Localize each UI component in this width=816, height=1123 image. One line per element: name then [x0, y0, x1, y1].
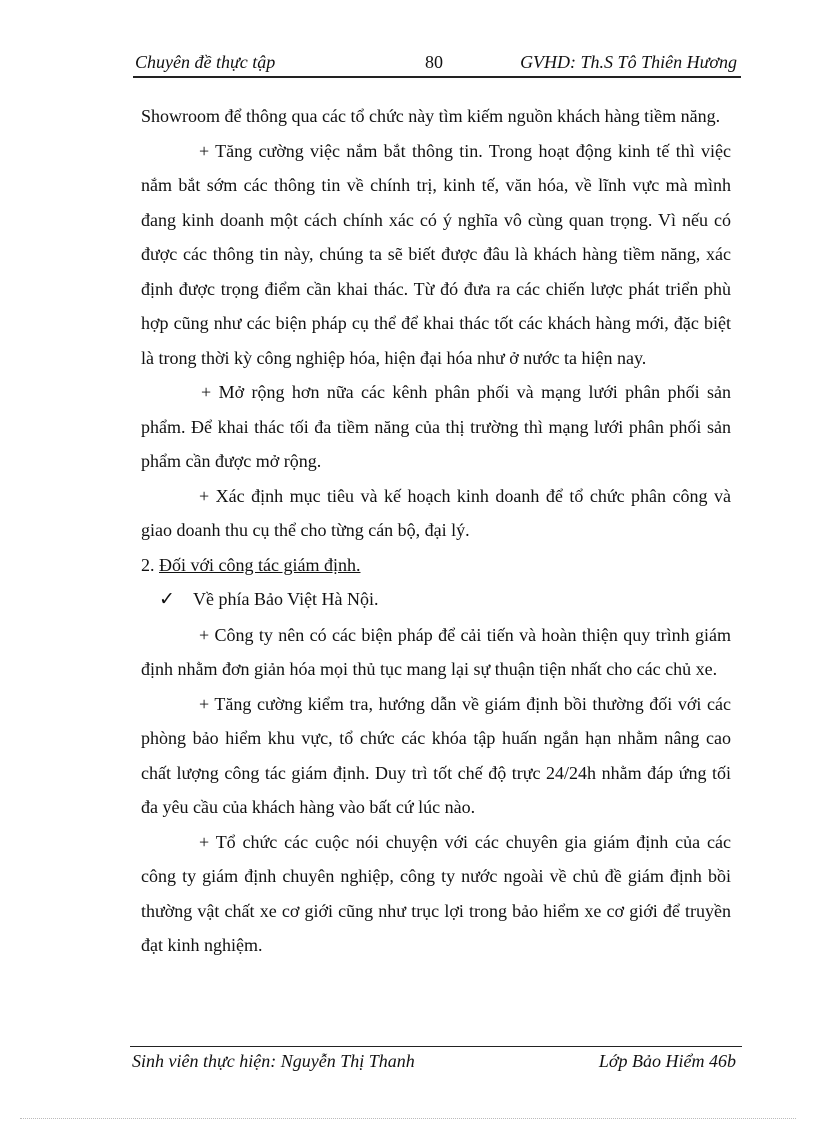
check-list-item	[159, 582, 731, 618]
checkmark-icon: ✓	[159, 589, 175, 610]
check-item-text: Về phía Bảo Việt Hà Nội.	[193, 589, 379, 609]
paragraph-procedure: + Công ty nên có các biện pháp để cải tiến và hoàn thiện quy trình giám định nhằm đơn giản hóa mọi thủ tục mang lại sự thuận tiện nhất cho các chủ xe.	[141, 624, 731, 679]
paragraph-experts: + Tổ chức các cuộc nói chuyện với các chuyên gia giám định của các công ty giám định chuyên nghiệp, công ty nước ngoài về chủ đề giám định bồi thường vật chất xe cơ giới cũng như trục lợi trong bảo hiểm xe cơ giới để truyền đạt kinh nghiệm.	[141, 831, 731, 955]
paragraph-distribution: + Mở rộng hơn nữa các kênh phân phối và mạng lưới phân phối sản phẩm. Để khai thác tối đa tiềm năng của thị trường thì mạng lưới phân phối sản phẩm cần được mở rộng.	[141, 382, 731, 471]
header-supervisor: GVHD: Th.S Tô Thiên Hương	[520, 52, 737, 72]
section-number: 2.	[141, 554, 155, 575]
paragraph-information: + Tăng cường việc nắm bắt thông tin. Trong hoạt động kinh tế thì việc nắm bắt sớm các thông tin về chính trị, kinh tế, văn hóa, về lĩnh vực mà mình đang kinh doanh một cách chính xác có ý nghĩa vô cùng quan trọng. Vì nếu có được các thông tin này, chúng ta sẽ biết được đâu là khách hàng tiềm năng, xác định được trọng điểm cần khai thác. Từ đó đưa ra các chiến lược phát triển phù hợp cũng như các biện pháp cụ thể để khai thác tốt các khách hàng mới, đặc biệt là trong thời kỳ công nghiệp hóa, hiện đại hóa như ở nước ta hiện nay.	[141, 140, 731, 368]
header-title: Chuyên đề thực tập	[135, 52, 276, 72]
paragraph-showroom: Showroom để thông qua các tổ chức này tìm kiếm nguồn khách hàng tiềm năng.	[141, 106, 721, 126]
footer-student: Sinh viên thực hiện: Nguyễn Thị Thanh	[132, 1051, 415, 1071]
page-number: 80	[425, 52, 443, 72]
footer-class: Lớp Bảo Hiểm 46b	[598, 1051, 736, 1071]
section-title: Đối với công tác giám định.	[159, 554, 361, 575]
page-header	[133, 50, 741, 78]
section-heading	[141, 548, 731, 583]
page-body	[141, 99, 731, 963]
paragraph-inspection: + Tăng cường kiểm tra, hướng dẫn về giám định bồi thường đối với các phòng bảo hiểm khu vực, tổ chức các khóa tập huấn ngắn hạn nhằm nâng cao chất lượng công tác giám định. Duy trì tốt chế độ trực 24/24h nhằm đáp ứng tối đa yêu cầu của khách hàng vào bất cứ lúc nào.	[141, 693, 731, 817]
page-footer	[130, 1046, 742, 1077]
page-bottom-divider	[20, 1118, 796, 1119]
paragraph-targets: + Xác định mục tiêu và kế hoạch kinh doanh để tổ chức phân công và giao doanh thu cụ thể cho từng cán bộ, đại lý.	[141, 485, 731, 540]
